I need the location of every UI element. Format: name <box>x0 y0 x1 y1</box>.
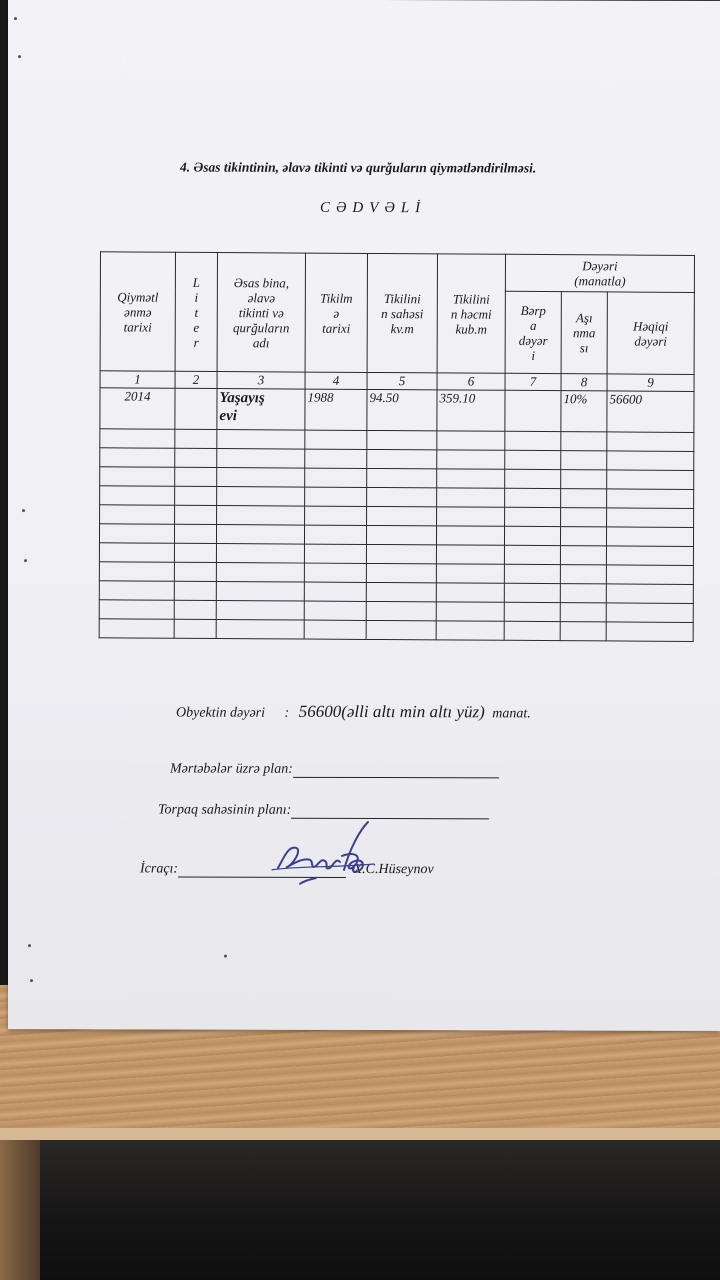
column-number: 9 <box>607 374 694 392</box>
header-liter: L i t e r <box>175 252 217 371</box>
empty-row <box>99 619 693 642</box>
land-plan-blank <box>291 798 489 820</box>
table-header-row <box>100 252 694 293</box>
column-number: 2 <box>175 371 217 388</box>
cell-restoration-value <box>505 390 561 431</box>
header-construction-date: Tikilm ə tarixi <box>305 253 367 372</box>
ink-dot <box>224 955 227 958</box>
object-value-amount: 56600 <box>298 701 342 721</box>
header-volume: Tikilini n həcmi kub.m <box>437 254 505 373</box>
cell-liter <box>175 388 217 429</box>
column-number: 4 <box>305 372 367 389</box>
chair-leg <box>0 1140 40 1280</box>
executor-label: İcraçı: <box>140 861 179 877</box>
header-valuation-date: Qiymətl ənmə tarixi <box>100 252 175 371</box>
header-actual-value: Həqiqi dəyəri <box>607 292 694 375</box>
handwritten-signature <box>270 818 380 890</box>
punch-mark <box>28 944 31 947</box>
column-number: 3 <box>217 372 305 390</box>
header-area: Tikilini n sahəsi kv.m <box>367 253 437 372</box>
column-number: 7 <box>505 373 561 390</box>
floor-plan-blank <box>293 763 499 779</box>
cell-building-name: Yaşayış evi <box>217 389 305 431</box>
object-value-words: (əlli altı min altı yüz) <box>341 701 485 722</box>
punch-mark <box>18 55 21 58</box>
header-building-name: Əsas bina, əlavə tikinti və qurğuların adı <box>217 253 305 373</box>
document-page <box>8 0 720 1031</box>
section-heading: 4. Əsas tikintinin, əlavə tikinti və qurğuların qiymətləndirilməsi. <box>180 159 537 176</box>
land-plan-line <box>158 797 489 819</box>
table-title: CƏDVƏLİ <box>320 199 427 217</box>
executor-name: X.C.Hüseynov <box>353 861 434 878</box>
valuation-table <box>99 251 695 642</box>
cell-area: 94.50 <box>367 389 437 430</box>
object-value-line <box>176 702 531 723</box>
object-value-label: Obyektin dəyəri <box>176 705 266 721</box>
land-plan-label: Torpaq sahəsinin planı: <box>158 802 292 818</box>
header-restoration-value: Bərp a dəyər i <box>505 291 561 373</box>
punch-mark <box>14 17 17 20</box>
punch-mark <box>30 979 33 982</box>
column-number: 6 <box>437 373 505 390</box>
cell-depreciation: 10% <box>561 391 607 432</box>
cell-volume: 359.10 <box>437 390 505 431</box>
column-number: 5 <box>367 372 437 389</box>
cell-valuation-date: 2014 <box>100 388 175 429</box>
column-number: 8 <box>561 374 607 391</box>
punch-mark <box>24 559 27 562</box>
object-value-currency: manat. <box>492 706 531 722</box>
floor-plan-label: Mərtəbələr üzrə plan: <box>170 761 293 777</box>
column-number: 1 <box>100 371 175 388</box>
header-depreciation: Aşı nma sı <box>561 292 607 374</box>
cell-actual-value: 56600 <box>607 391 694 433</box>
header-value-group: Dəyəri (manatla) <box>505 254 694 292</box>
punch-mark <box>22 509 25 512</box>
floor-background <box>0 1140 720 1280</box>
object-value-colon: : <box>284 705 290 721</box>
table-row <box>100 388 694 433</box>
floor-plan-line <box>170 761 499 778</box>
cell-construction-date: 1988 <box>305 389 367 430</box>
